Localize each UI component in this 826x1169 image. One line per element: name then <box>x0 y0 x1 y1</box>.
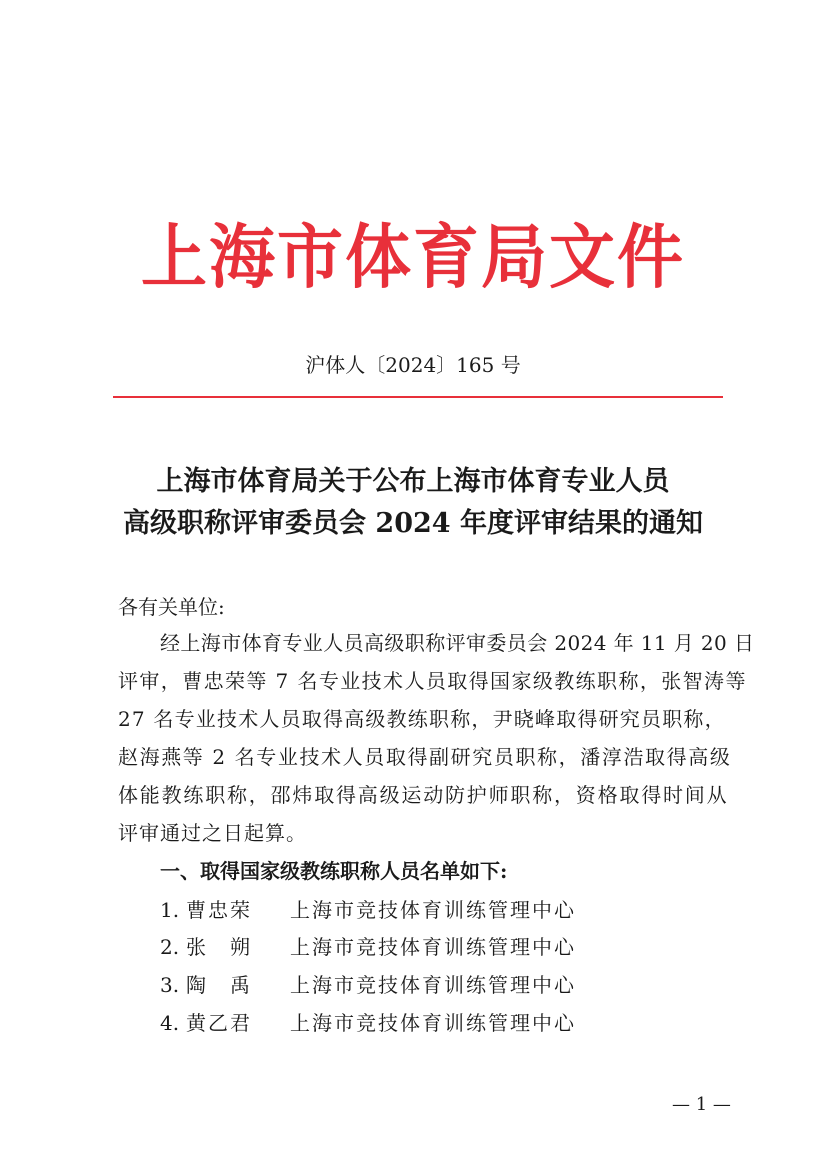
notice-title-line-1: 上海市体育局关于公布上海市体育专业人员 <box>156 466 670 497</box>
paragraph-line: 赵海燕等 2 名专业技术人员取得副研究员职称，潘淳浩取得高级 <box>118 745 732 769</box>
paragraph-line: 评审，曹忠荣等 7 名专业技术人员取得国家级教练职称，张智涛等 <box>118 669 747 693</box>
list-item-number: 3. <box>160 973 180 997</box>
list-item-name: 张 朔 <box>186 935 252 959</box>
list-item-organization: 上海市竞技体育训练管理中心 <box>290 898 576 922</box>
list-item-number: 1. <box>160 898 180 922</box>
paragraph-line: 经上海市体育专业人员高级职称评审委员会 2024 年 11 月 20 日 <box>160 631 755 655</box>
list-item-name: 黄乙君 <box>186 1011 252 1035</box>
section-heading: 一、取得国家级教练职称人员名单如下: <box>160 859 508 883</box>
salutation: 各有关单位: <box>118 595 225 619</box>
issuer-masthead: 上海市体育局文件 <box>141 216 685 298</box>
list-item-organization: 上海市竞技体育训练管理中心 <box>290 973 576 997</box>
list-item-number: 2. <box>160 935 180 959</box>
list-item-name: 曹忠荣 <box>186 898 252 922</box>
paragraph-line: 27 名专业技术人员取得高级教练职称，尹晓峰取得研究员职称， <box>118 707 726 731</box>
red-divider-line <box>113 396 723 398</box>
paragraph-line: 评审通过之日起算。 <box>118 821 307 845</box>
list-item-organization: 上海市竞技体育训练管理中心 <box>290 1011 576 1035</box>
list-item-name: 陶 禹 <box>186 973 252 997</box>
list-item-organization: 上海市竞技体育训练管理中心 <box>290 935 576 959</box>
page-number: — 1 — <box>672 1094 731 1115</box>
notice-title-line-2: 高级职称评审委员会 2024 年度评审结果的通知 <box>123 508 703 539</box>
document-number: 沪体人〔2024〕165 号 <box>305 353 521 377</box>
list-item-number: 4. <box>160 1011 180 1035</box>
paragraph-line: 体能教练职称，邵炜取得高级运动防护师职称，资格取得时间从 <box>118 783 729 807</box>
